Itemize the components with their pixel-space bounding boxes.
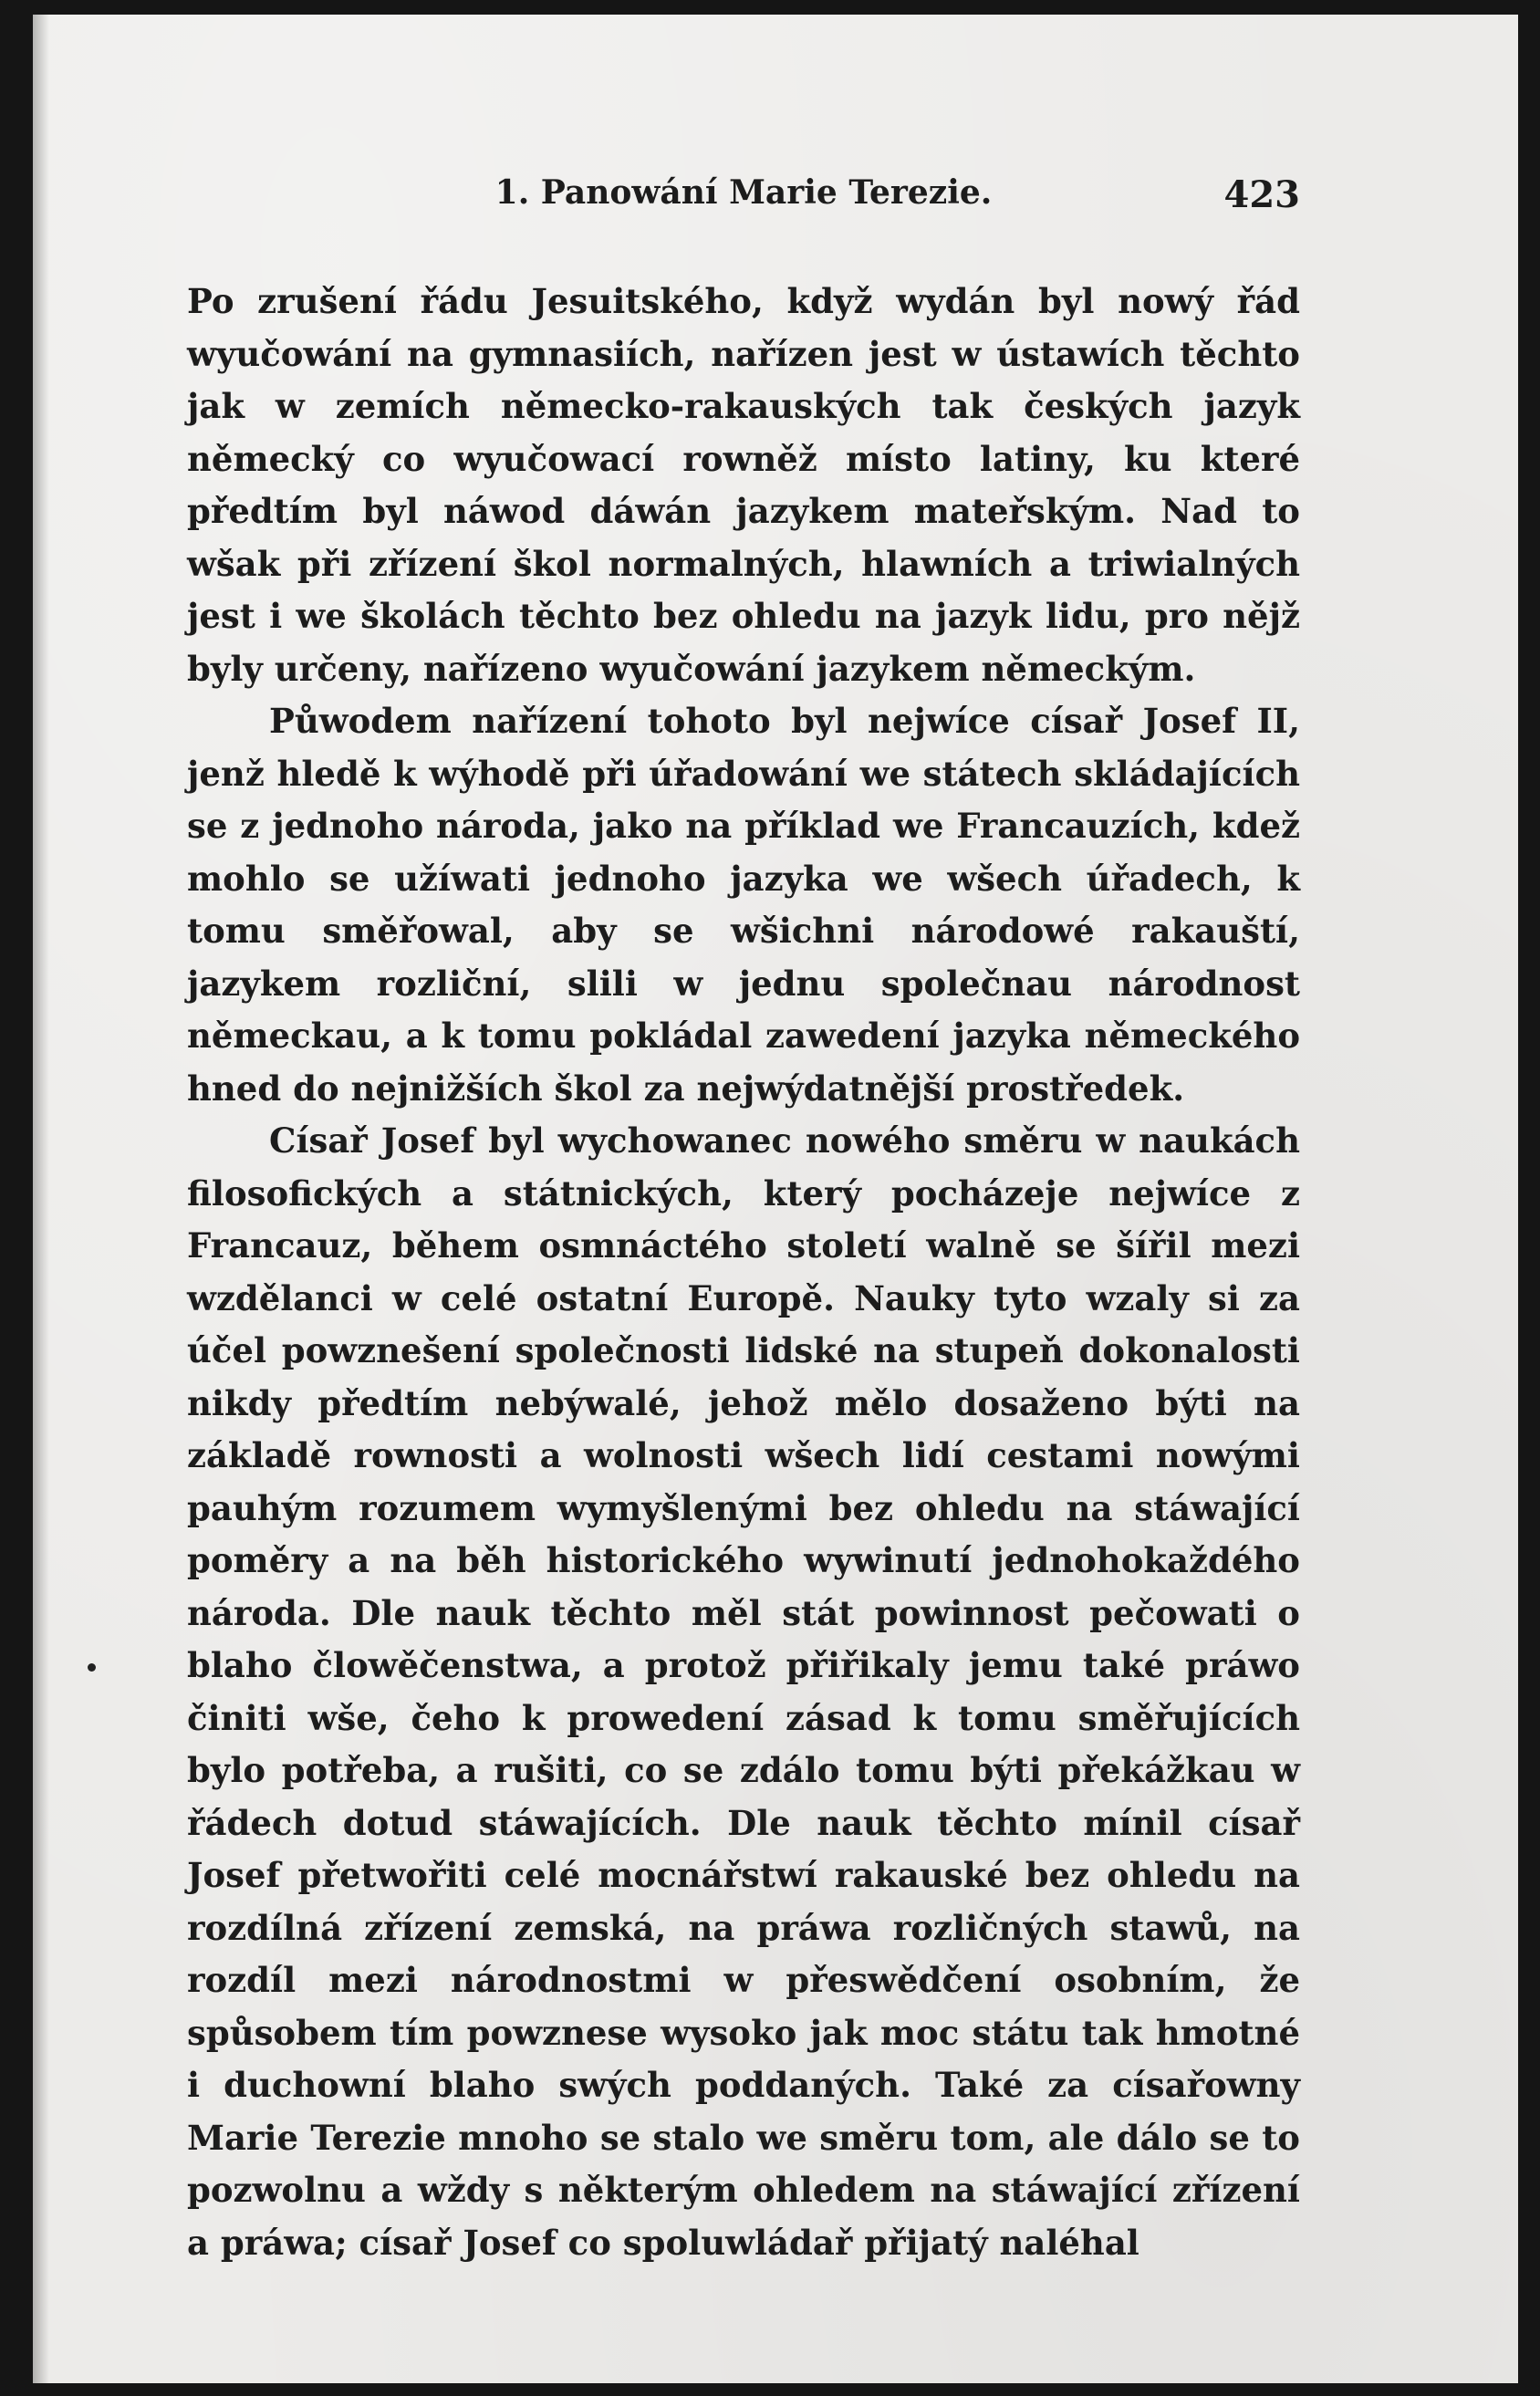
ink-speck bbox=[88, 1663, 96, 1672]
page-content bbox=[187, 173, 1300, 2269]
gutter-shadow bbox=[33, 15, 49, 2383]
page-header bbox=[187, 173, 1300, 219]
body-text bbox=[187, 276, 1300, 2269]
running-title: 1. Panowání Marie Terezie. bbox=[494, 173, 993, 212]
paragraph-2: Půwodem nařízení tohoto byl nejwíce císař Josef II, jenž hledě k wýhodě při úřadowání we státech skládajících se z jednoho národa, jako na příklad we Francauzích, kdež mohlo se užíwati jednoho jazyka we wšech úřadech, k tomu směřowal, aby se wšichni národowé rakauští, jazykem rozliční, slili w jednu společnau národnost německau, a k tomu pokládal zawedení jazyka německého hned do nejnižších škol za nejwýdatnější prostředek. bbox=[187, 701, 1300, 1109]
paragraph-3: Císař Josef byl wychowanec nowého směru w naukách filosofických a státnických, který pocházeje nejwíce z Francauz, během osmnáctého století walně se šířil mezi wzdělanci w celé ostatní Europě. Nauky tyto wzaly si za účel powznešení společnosti lidské na stupeň dokonalosti nikdy předtím nebýwalé, jehož mělo dosaženo býti na základě rownosti a wolnosti wšech lidí cestami nowými pauhým rozumem wymyšlenými bez ohledu na stáwající poměry a na běh historického wywinutí jednohokaždého národa. Dle nauk těchto měl stát powinnost pečowati o blaho člowěčenstwa, a protož přiřikaly jemu také práwo činiti wše, čeho k prowedení zásad k tomu směřujících bylo potřeba, a rušiti, co se zdálo tomu býti překážkau w řádech dotud stáwajících. Dle nauk těchto mínil císař Josef přetwořiti celé mocnářstwí rakauské bez ohledu na rozdílná zřízení zemská, na práwa rozličných stawů, na rozdíl mezi národnostmi w přeswědčení osobním, že spůsobem tím powznese wysoko jak moc státu tak hmotné i duchowní blaho swých poddaných. Také za císařowny Marie Terezie mnoho se stalo we směru tom, ale dálo se to pozwolnu a wždy s některým ohledem na stáwající zřízení a práwa; císař Josef co spoluwládař přijatý naléhal bbox=[187, 1120, 1300, 2263]
page-number: 423 bbox=[1223, 173, 1300, 216]
paragraph-1: Po zrušení řádu Jesuitského, když wydán byl nowý řád wyučowání na gymnasiích, nařízen jest w ústawích těchto jak w zemích německo-rakauských tak českých jazyk německý co wyučowací rowněž místo latiny, ku které předtím byl náwod dáwán jazykem mateřským. Nad to wšak při zřízení škol normalných, hlawních a triwialných jest i we školách těchto bez ohledu na jazyk lidu, pro nějž byly určeny, nařízeno wyučowání jazykem německým. bbox=[187, 281, 1300, 689]
